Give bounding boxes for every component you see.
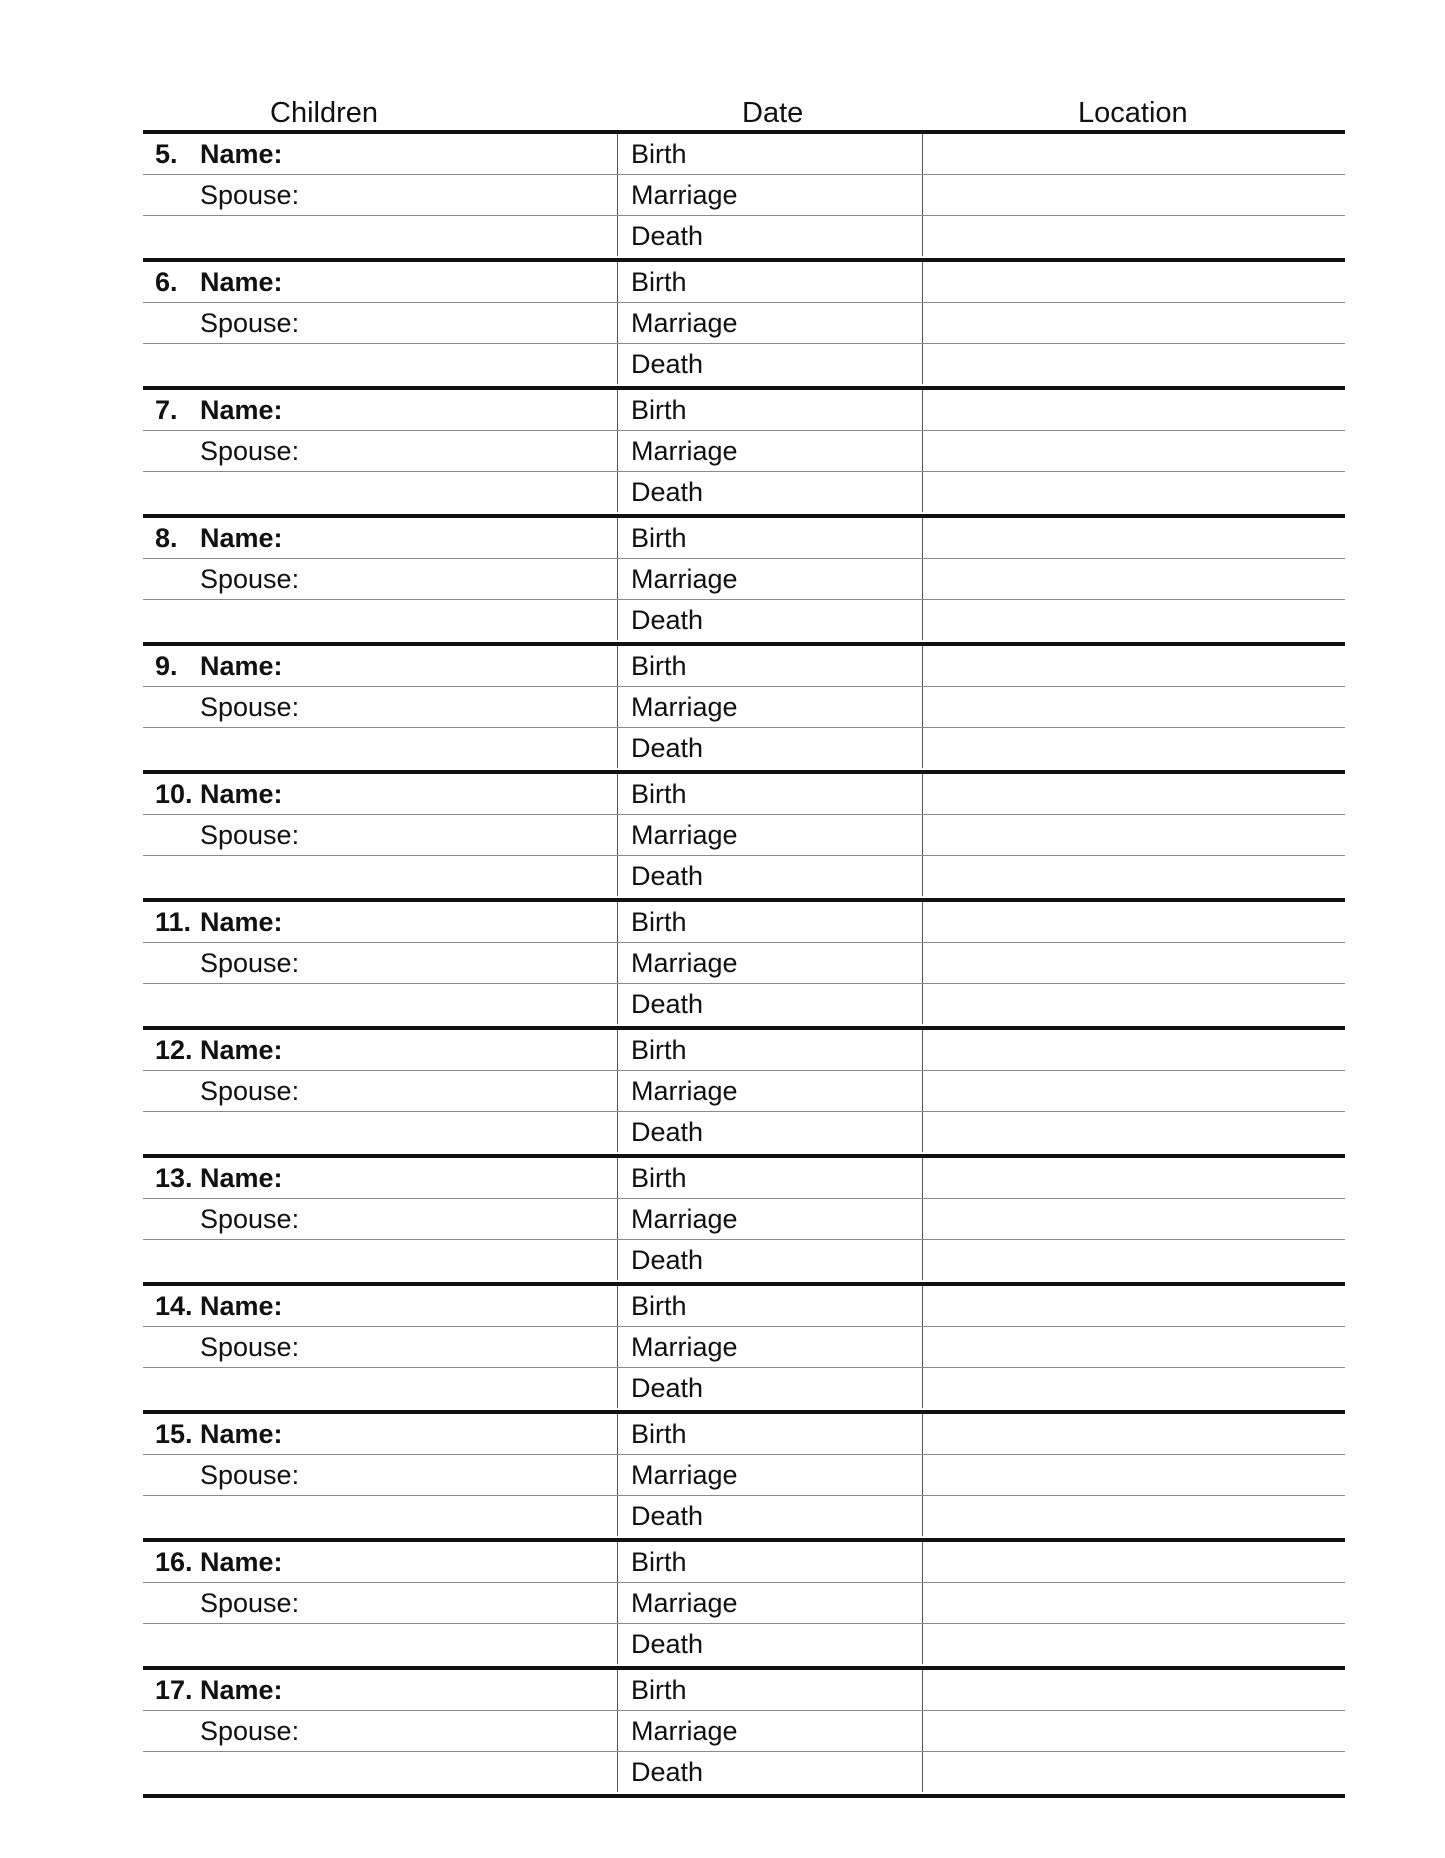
- marriage-date-field[interactable]: [617, 175, 922, 215]
- name-label: Name:: [200, 907, 283, 937]
- entry-row: [143, 390, 1345, 431]
- death-location-field[interactable]: [922, 856, 1346, 896]
- name-label: Name:: [200, 1547, 283, 1577]
- death-label: Death: [631, 477, 704, 507]
- birth-location-field[interactable]: [922, 646, 1346, 686]
- spouse-label: Spouse:: [200, 1332, 300, 1362]
- name-label: Name:: [200, 1291, 283, 1321]
- birth-date-field[interactable]: [617, 134, 922, 174]
- marriage-date-field[interactable]: [617, 559, 922, 599]
- entry-row: [143, 1670, 1345, 1711]
- death-location-field[interactable]: [922, 600, 1346, 640]
- birth-date-field[interactable]: [617, 1542, 922, 1582]
- death-location-field[interactable]: [922, 984, 1346, 1024]
- death-date-field[interactable]: [617, 1752, 922, 1792]
- child-entry: [143, 134, 1345, 258]
- entry-row: [143, 1496, 1345, 1536]
- marriage-location-field[interactable]: [922, 1071, 1346, 1111]
- marriage-date-field[interactable]: [617, 687, 922, 727]
- spouse-field[interactable]: [143, 303, 616, 343]
- birth-location-field[interactable]: [922, 902, 1346, 942]
- entry-row: [143, 1112, 1345, 1152]
- name-field[interactable]: [143, 1670, 616, 1710]
- marriage-location-field[interactable]: [922, 431, 1346, 471]
- death-label: Death: [631, 1117, 704, 1147]
- entry-row: [143, 472, 1345, 512]
- marriage-date-field[interactable]: [617, 1455, 922, 1495]
- entry-row: [143, 431, 1345, 472]
- marriage-label: Marriage: [631, 820, 738, 850]
- spouse-label: Spouse:: [200, 1460, 300, 1490]
- death-location-field[interactable]: [922, 1752, 1346, 1792]
- spouse-label: Spouse:: [200, 1076, 300, 1106]
- name-field[interactable]: [143, 1542, 616, 1582]
- entry-row: [143, 1030, 1345, 1071]
- marriage-location-field[interactable]: [922, 1711, 1346, 1751]
- birth-date-field[interactable]: [617, 262, 922, 302]
- child-number: 8.: [155, 523, 178, 553]
- spouse-label: Spouse:: [200, 692, 300, 722]
- entry-row: [143, 1414, 1345, 1455]
- entry-row: [143, 1368, 1345, 1408]
- marriage-location-field[interactable]: [922, 1583, 1346, 1623]
- name-label: Name:: [200, 139, 283, 169]
- entry-row: [143, 216, 1345, 256]
- death-date-field[interactable]: [617, 1112, 922, 1152]
- entry-row: [143, 984, 1345, 1024]
- marriage-label: Marriage: [631, 436, 738, 466]
- death-label: Death: [631, 1245, 704, 1275]
- spouse-field[interactable]: [143, 815, 616, 855]
- blank-field: [143, 344, 616, 384]
- marriage-location-field[interactable]: [922, 687, 1346, 727]
- spouse-label: Spouse:: [200, 948, 300, 978]
- header-location: Location: [1078, 97, 1188, 129]
- child-number: 10.: [155, 779, 193, 809]
- birth-label: Birth: [631, 267, 687, 297]
- marriage-location-field[interactable]: [922, 815, 1346, 855]
- death-date-field[interactable]: [617, 472, 922, 512]
- marriage-location-field[interactable]: [922, 303, 1346, 343]
- birth-label: Birth: [631, 139, 687, 169]
- birth-date-field[interactable]: [617, 1286, 922, 1326]
- death-location-field[interactable]: [922, 1624, 1346, 1664]
- spouse-label: Spouse:: [200, 564, 300, 594]
- birth-location-field[interactable]: [922, 262, 1346, 302]
- entry-row: [143, 687, 1345, 728]
- death-label: Death: [631, 605, 704, 635]
- marriage-label: Marriage: [631, 564, 738, 594]
- name-field[interactable]: [143, 134, 616, 174]
- marriage-date-field[interactable]: [617, 1327, 922, 1367]
- marriage-location-field[interactable]: [922, 175, 1346, 215]
- name-field[interactable]: [143, 1286, 616, 1326]
- name-label: Name:: [200, 651, 283, 681]
- birth-label: Birth: [631, 1163, 687, 1193]
- child-number: 5.: [155, 139, 178, 169]
- birth-date-field[interactable]: [617, 1670, 922, 1710]
- birth-date-field[interactable]: [617, 646, 922, 686]
- name-field[interactable]: [143, 902, 616, 942]
- entry-row: [143, 1286, 1345, 1327]
- spouse-field[interactable]: [143, 1199, 616, 1239]
- death-location-field[interactable]: [922, 1368, 1346, 1408]
- name-label: Name:: [200, 1035, 283, 1065]
- death-location-field[interactable]: [922, 344, 1346, 384]
- marriage-label: Marriage: [631, 1716, 738, 1746]
- marriage-location-field[interactable]: [922, 1327, 1346, 1367]
- marriage-label: Marriage: [631, 1588, 738, 1618]
- child-entry: [143, 518, 1345, 642]
- name-field[interactable]: [143, 774, 616, 814]
- death-label: Death: [631, 1373, 704, 1403]
- death-date-field[interactable]: [617, 1368, 922, 1408]
- name-label: Name:: [200, 267, 283, 297]
- spouse-field[interactable]: [143, 1071, 616, 1111]
- death-label: Death: [631, 861, 704, 891]
- marriage-location-field[interactable]: [922, 1199, 1346, 1239]
- entry-row: [143, 134, 1345, 175]
- blank-field: [143, 728, 616, 768]
- birth-label: Birth: [631, 395, 687, 425]
- birth-location-field[interactable]: [922, 1030, 1346, 1070]
- name-field[interactable]: [143, 1414, 616, 1454]
- entry-row: [143, 303, 1345, 344]
- name-label: Name:: [200, 523, 283, 553]
- name-field[interactable]: [143, 1030, 616, 1070]
- spouse-field[interactable]: [143, 431, 616, 471]
- entry-row: [143, 1542, 1345, 1583]
- spouse-field[interactable]: [143, 1327, 616, 1367]
- entry-row: [143, 856, 1345, 896]
- marriage-date-field[interactable]: [617, 1711, 922, 1751]
- spouse-label: Spouse:: [200, 180, 300, 210]
- child-entry: [143, 1542, 1345, 1666]
- birth-location-field[interactable]: [922, 774, 1346, 814]
- marriage-location-field[interactable]: [922, 943, 1346, 983]
- name-field[interactable]: [143, 1158, 616, 1198]
- entry-row: [143, 600, 1345, 640]
- child-number: 14.: [155, 1291, 193, 1321]
- name-field[interactable]: [143, 518, 616, 558]
- child-number: 12.: [155, 1035, 193, 1065]
- entry-row: [143, 559, 1345, 600]
- entry-row: [143, 815, 1345, 856]
- name-label: Name:: [200, 1163, 283, 1193]
- death-date-field[interactable]: [617, 1240, 922, 1280]
- birth-label: Birth: [631, 779, 687, 809]
- death-date-field[interactable]: [617, 600, 922, 640]
- marriage-date-field[interactable]: [617, 943, 922, 983]
- spouse-label: Spouse:: [200, 1588, 300, 1618]
- death-label: Death: [631, 733, 704, 763]
- birth-date-field[interactable]: [617, 518, 922, 558]
- spouse-field[interactable]: [143, 559, 616, 599]
- spouse-label: Spouse:: [200, 1716, 300, 1746]
- birth-label: Birth: [631, 1035, 687, 1065]
- marriage-date-field[interactable]: [617, 1583, 922, 1623]
- death-label: Death: [631, 989, 704, 1019]
- birth-date-field[interactable]: [617, 774, 922, 814]
- child-entry: [143, 1286, 1345, 1410]
- entry-separator: [143, 1794, 1345, 1798]
- marriage-location-field[interactable]: [922, 559, 1346, 599]
- child-number: 15.: [155, 1419, 193, 1449]
- entry-row: [143, 646, 1345, 687]
- birth-label: Birth: [631, 1419, 687, 1449]
- marriage-label: Marriage: [631, 948, 738, 978]
- birth-location-field[interactable]: [922, 1670, 1346, 1710]
- child-number: 6.: [155, 267, 178, 297]
- birth-label: Birth: [631, 907, 687, 937]
- child-entry: [143, 262, 1345, 386]
- blank-field: [143, 216, 616, 256]
- header-date: Date: [742, 97, 804, 129]
- child-entry: [143, 902, 1345, 1026]
- death-date-field[interactable]: [617, 1496, 922, 1536]
- entry-row: [143, 262, 1345, 303]
- name-field[interactable]: [143, 390, 616, 430]
- marriage-label: Marriage: [631, 308, 738, 338]
- marriage-label: Marriage: [631, 692, 738, 722]
- entry-row: [143, 902, 1345, 943]
- death-label: Death: [631, 1629, 704, 1659]
- children-table: [143, 134, 1345, 1798]
- entry-row: [143, 1752, 1345, 1792]
- birth-date-field[interactable]: [617, 902, 922, 942]
- marriage-date-field[interactable]: [617, 431, 922, 471]
- spouse-field[interactable]: [143, 1455, 616, 1495]
- entry-row: [143, 1327, 1345, 1368]
- spouse-field[interactable]: [143, 943, 616, 983]
- spouse-field[interactable]: [143, 687, 616, 727]
- marriage-date-field[interactable]: [617, 1071, 922, 1111]
- birth-location-field[interactable]: [922, 1414, 1346, 1454]
- marriage-date-field[interactable]: [617, 303, 922, 343]
- child-entry: [143, 1158, 1345, 1282]
- spouse-label: Spouse:: [200, 820, 300, 850]
- birth-location-field[interactable]: [922, 390, 1346, 430]
- death-label: Death: [631, 1501, 704, 1531]
- entry-row: [143, 1158, 1345, 1199]
- birth-date-field[interactable]: [617, 1030, 922, 1070]
- spouse-field[interactable]: [143, 175, 616, 215]
- marriage-label: Marriage: [631, 1204, 738, 1234]
- blank-field: [143, 1752, 616, 1792]
- spouse-label: Spouse:: [200, 436, 300, 466]
- entry-row: [143, 344, 1345, 384]
- marriage-location-field[interactable]: [922, 1455, 1346, 1495]
- death-label: Death: [631, 349, 704, 379]
- death-date-field[interactable]: [617, 984, 922, 1024]
- child-number: 9.: [155, 651, 178, 681]
- blank-field: [143, 984, 616, 1024]
- blank-field: [143, 600, 616, 640]
- death-date-field[interactable]: [617, 728, 922, 768]
- name-label: Name:: [200, 779, 283, 809]
- child-entry: [143, 390, 1345, 514]
- marriage-date-field[interactable]: [617, 1199, 922, 1239]
- spouse-field[interactable]: [143, 1583, 616, 1623]
- blank-field: [143, 472, 616, 512]
- death-location-field[interactable]: [922, 1112, 1346, 1152]
- birth-location-field[interactable]: [922, 1158, 1346, 1198]
- entry-row: [143, 1071, 1345, 1112]
- death-label: Death: [631, 1757, 704, 1787]
- entry-row: [143, 1583, 1345, 1624]
- birth-location-field[interactable]: [922, 518, 1346, 558]
- name-label: Name:: [200, 395, 283, 425]
- child-entry: [143, 1670, 1345, 1794]
- entry-row: [143, 1711, 1345, 1752]
- birth-date-field[interactable]: [617, 1414, 922, 1454]
- blank-field: [143, 1624, 616, 1664]
- entry-row: [143, 1624, 1345, 1664]
- death-location-field[interactable]: [922, 472, 1346, 512]
- child-number: 17.: [155, 1675, 193, 1705]
- birth-label: Birth: [631, 1291, 687, 1321]
- spouse-label: Spouse:: [200, 308, 300, 338]
- death-location-field[interactable]: [922, 1496, 1346, 1536]
- marriage-date-field[interactable]: [617, 815, 922, 855]
- blank-field: [143, 1496, 616, 1536]
- birth-label: Birth: [631, 1547, 687, 1577]
- marriage-label: Marriage: [631, 1460, 738, 1490]
- name-label: Name:: [200, 1675, 283, 1705]
- child-entry: [143, 1030, 1345, 1154]
- marriage-label: Marriage: [631, 1332, 738, 1362]
- spouse-label: Spouse:: [200, 1204, 300, 1234]
- entry-row: [143, 1240, 1345, 1280]
- name-field[interactable]: [143, 262, 616, 302]
- birth-location-field[interactable]: [922, 134, 1346, 174]
- name-label: Name:: [200, 1419, 283, 1449]
- entry-row: [143, 943, 1345, 984]
- blank-field: [143, 1240, 616, 1280]
- name-field[interactable]: [143, 646, 616, 686]
- child-entry: [143, 646, 1345, 770]
- death-date-field[interactable]: [617, 1624, 922, 1664]
- blank-field: [143, 856, 616, 896]
- birth-date-field[interactable]: [617, 390, 922, 430]
- birth-label: Birth: [631, 1675, 687, 1705]
- blank-field: [143, 1112, 616, 1152]
- birth-date-field[interactable]: [617, 1158, 922, 1198]
- marriage-label: Marriage: [631, 1076, 738, 1106]
- entry-row: [143, 728, 1345, 768]
- death-date-field[interactable]: [617, 856, 922, 896]
- death-location-field[interactable]: [922, 728, 1346, 768]
- child-number: 11.: [155, 907, 192, 937]
- child-entry: [143, 774, 1345, 898]
- child-entry: [143, 1414, 1345, 1538]
- child-number: 16.: [155, 1547, 193, 1577]
- header-children: Children: [270, 97, 378, 129]
- birth-location-field[interactable]: [922, 1286, 1346, 1326]
- entry-row: [143, 774, 1345, 815]
- death-location-field[interactable]: [922, 1240, 1346, 1280]
- death-date-field[interactable]: [617, 216, 922, 256]
- child-number: 7.: [155, 395, 178, 425]
- spouse-field[interactable]: [143, 1711, 616, 1751]
- entry-row: [143, 518, 1345, 559]
- birth-label: Birth: [631, 651, 687, 681]
- death-label: Death: [631, 221, 704, 251]
- child-number: 13.: [155, 1163, 193, 1193]
- marriage-label: Marriage: [631, 180, 738, 210]
- entry-row: [143, 1455, 1345, 1496]
- death-date-field[interactable]: [617, 344, 922, 384]
- entry-row: [143, 1199, 1345, 1240]
- birth-label: Birth: [631, 523, 687, 553]
- entry-row: [143, 175, 1345, 216]
- birth-location-field[interactable]: [922, 1542, 1346, 1582]
- death-location-field[interactable]: [922, 216, 1346, 256]
- blank-field: [143, 1368, 616, 1408]
